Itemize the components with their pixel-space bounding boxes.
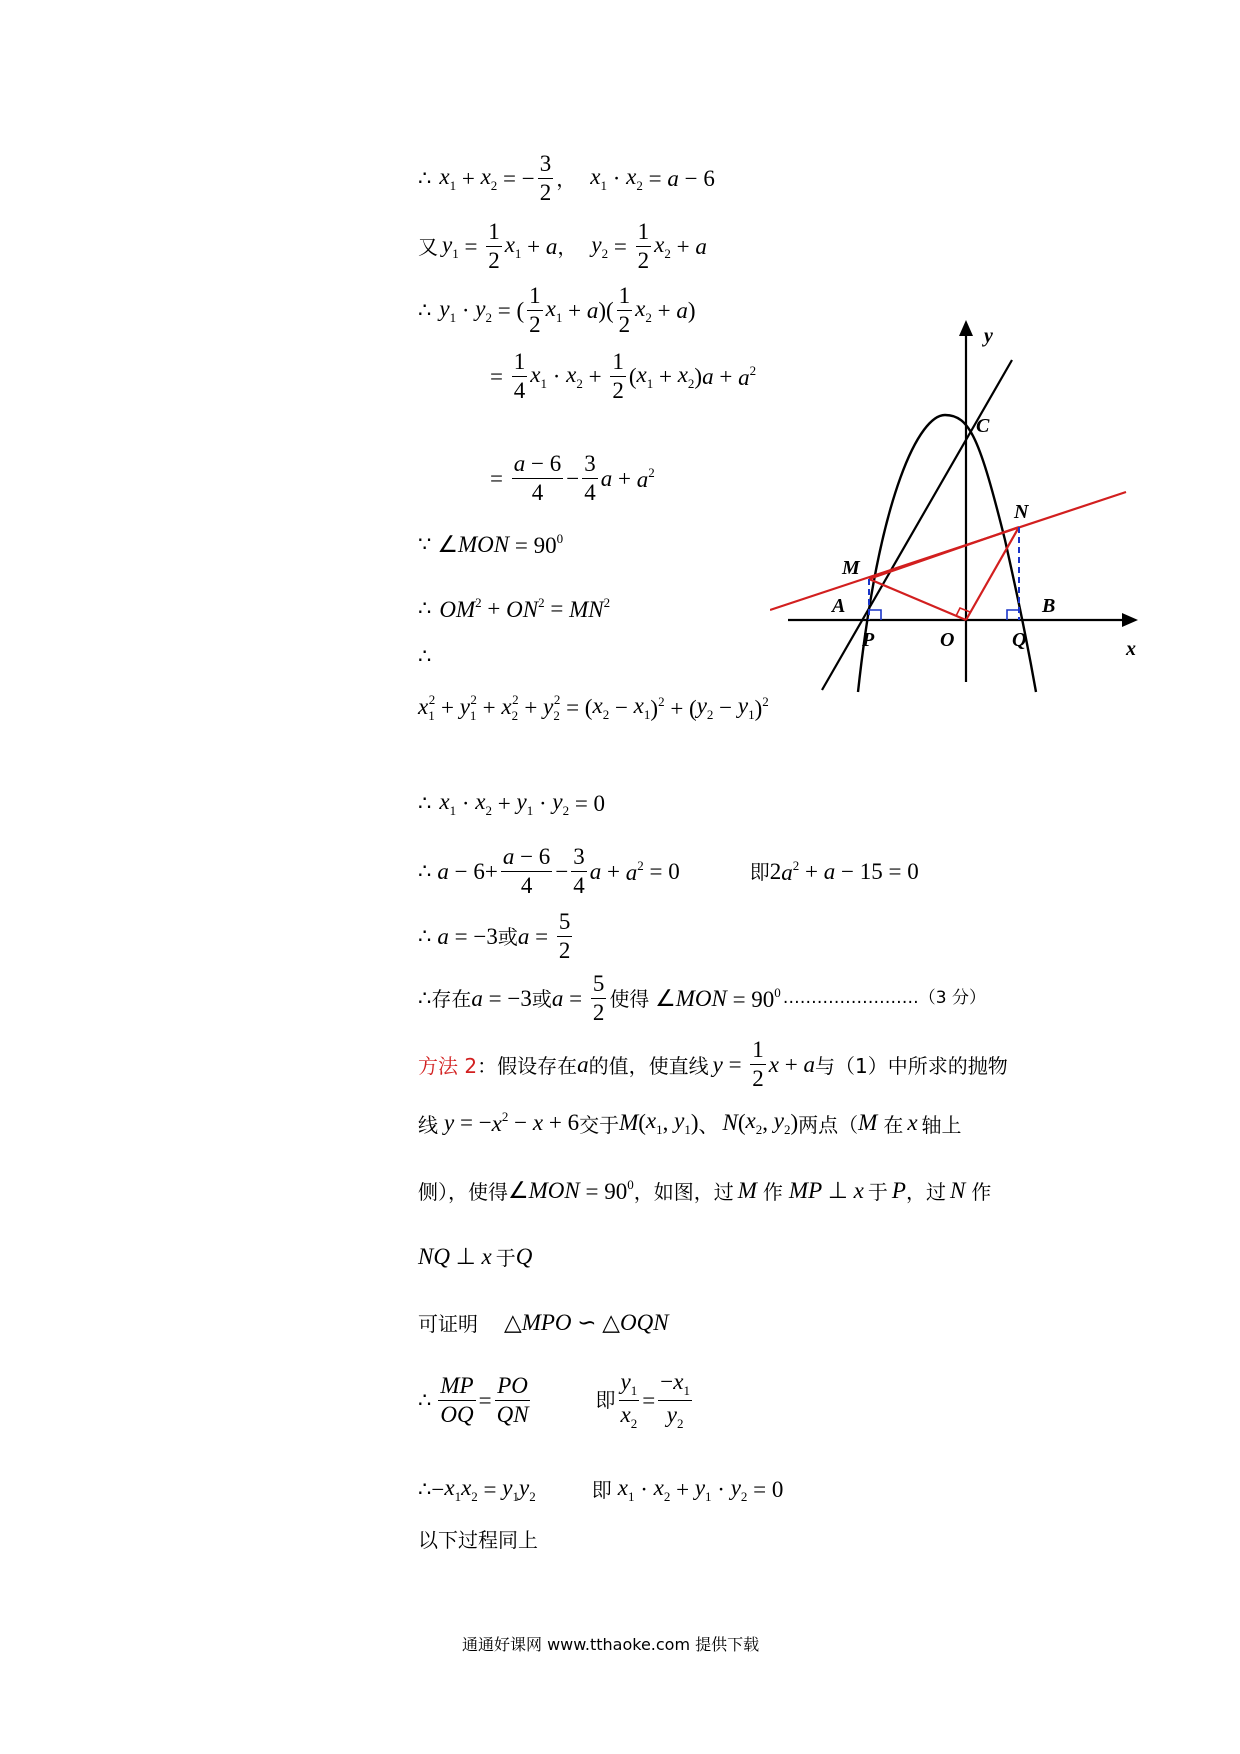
eq-expand-1: = $\frac{1}{4}$ $x_1$ · $x_2$ + $\frac{1}{2}$ ( $x_1$ + $x_2$ ) a + $a^2$ [490,349,757,404]
right-mark-p [869,610,881,620]
similar-triangles: 可证明 △ MPO ∽ △ OQN [418,1309,669,1336]
label-y: y [984,325,993,347]
eq-pythag: ∴ $OM^2$ + $ON^2$ = $MN^2$ [418,595,611,622]
label-x: x [1126,638,1136,660]
x-axis-arrow [1122,613,1138,627]
eq-y-values: 又 $y_1$ = $\frac{1}{2}$ $x_1$ + a ， $y_2$ = $\frac{1}{2}$ $x_2$ + a [418,219,707,274]
method2-line4: NQ ⊥ x 于 Q [418,1243,533,1270]
label-b: B [1042,595,1056,617]
method2-label: 方法 2 [418,1054,478,1079]
geometry-figure [770,320,1150,720]
label-n: N [1014,501,1029,523]
method2-line3: 侧），使得 ∠ MON = $90^0$ ，如图，过 M 作 MP ⊥ x 于 P ，过 N 作 [418,1176,992,1204]
eq-angle: ∵ ∠ MON = $90^0$ [418,531,564,558]
eq-expand-2: = $\frac{a - 6}{4}$ − $\frac{3}{4}$ a + $a^2$ [490,451,655,506]
footer-credit: 通通好课网 www.tthaoke.com 提供下载 [462,1635,760,1654]
label-c: C [976,415,990,437]
label-o: O [940,629,955,651]
y-axis-arrow [959,320,973,336]
eq-dot-zero: ∴ $x_1$ · $x_2$ + $y_1$ · $y_2$ = 0 [418,789,606,818]
axes [788,330,1128,682]
label-m: M [842,557,860,579]
method2-line2: 线 y = − $x^2$ − x + 6 交于 M ( $x_1$ , $y_1$ ) 、 N ( $x_2$ , $y_2$ ) 两点（ M 在 x 轴上 [418,1108,962,1137]
therefore-alone: ∴ [418,644,432,668]
same-as-above: 以下过程同上 [418,1528,538,1552]
label-p: P [862,629,875,651]
eq-conclusion: ∴ 存在 a = −3 或 a = $\frac{5}{2}$ 使得 ∠ MON = $90^0$ ……………………（3 分） [418,971,987,1026]
label-q: Q [1012,629,1027,651]
right-mark-q [1007,610,1019,620]
triangle-mon [869,527,1019,620]
eq-roots: ∴ a = −3 或 a = $\frac{5}{2}$ [418,909,571,964]
eq-ratio: ∴ $\frac{MP}{OQ}$ = $\frac{PO}{QN}$ 即 $\frac{y_1}{x_2}$ = $\frac{-x_1}{y_2}$ [418,1369,690,1431]
method2-line1: 方法 2 ： 假设存在 a 的值，使直线 y = $\frac{1}{2}$ x + a 与（1）中所求的抛物 [418,1037,1008,1092]
eq-coordinates: $x_1^2$ + $y_1^2$ + $x_2^2$ + $y_2^2$ = ( $x_2$ − $x_1$ )$^2$ + ( $y_2$ − $y_1$ )$^2$ [418,692,769,723]
score-note: ……………………（3 分） [782,988,987,1009]
label-a: A [832,595,846,617]
eq-sum-product: ∴ $x_1$ + $x_2$ = − $\frac{3}{2}$ ， $x_1$ · $x_2$ = a − 6 [418,151,715,206]
line-ac [822,360,1012,690]
eq-solve: ∴ a − 6+ $\frac{a - 6}{4}$ − $\frac{3}{4}$ a + $a^2$ = 0 即 2 $a^2$ + a − 15 = 0 [418,844,919,899]
eq-y-product: ∴ $y_1$ · $y_2$ = ( $\frac{1}{2}$ $x_1$ + a )( $\frac{1}{2}$ $x_2$ + a ) [418,283,696,338]
eq-final: ∴ − $x_1x_2$ = $y_1y_2$ 即 $x_1$ · $x_2$ + $y_1$ · $y_2$ = 0 [418,1475,784,1504]
